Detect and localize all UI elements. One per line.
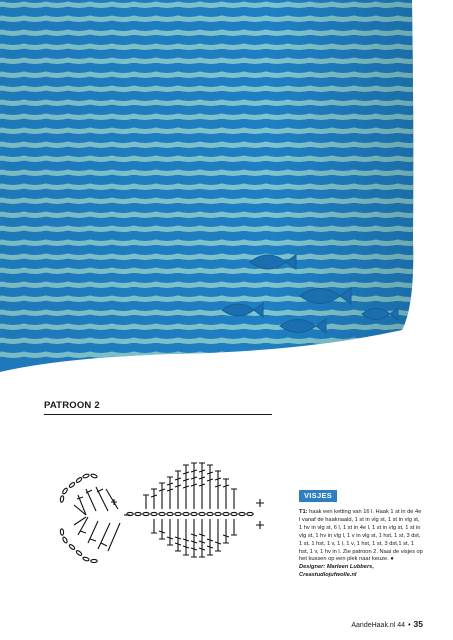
heading-divider — [44, 414, 272, 415]
bottom-stitches — [151, 519, 264, 557]
instruction-text: haak een ketting van 16 l. Haak 1 st in de 4e l vanaf de haaknaald, 1 st in vlg st, 1 st in vlg st, 1 hv in vlg st, 6 l, 1 st in 4e l, 1 st in vlg st, 1 st in vlg st, 1 hv in vlg l, 1 v in vlg st, 1 hst, 1 st, 3 dst, 1 st, 1 hst, 1 v, 1 l, 1 v, 1 hst, 1 st, 3 dst,1 st, 1 hst, 1 v, 1 hv in l. Zie patroon 2. Naai de visjes op het kussen op een plek naar keuze. — [299, 509, 423, 563]
footer-site: AandeHaak.nl 44 — [351, 622, 406, 629]
end-mark: ● — [390, 556, 394, 563]
pattern-badge: VISJES — [299, 490, 337, 502]
fish-crochet-chart — [38, 455, 283, 610]
pattern-instructions — [299, 509, 423, 580]
studio-credit: Creastudiojufwolle.nl — [299, 572, 357, 579]
footer-separator: • — [408, 622, 411, 629]
crochet-symbol-diagram — [38, 455, 283, 610]
row-label: T1: — [299, 509, 308, 515]
chain-row — [127, 512, 253, 515]
tail-chains — [60, 473, 98, 562]
section-heading: PATROON 2 — [44, 400, 100, 411]
top-stitches — [143, 463, 264, 509]
page-number: 35 — [413, 619, 423, 629]
designer-credit: Designer: Marleen Lubbers, — [299, 564, 374, 571]
tail-stitches — [74, 487, 130, 551]
page-footer — [351, 619, 423, 629]
